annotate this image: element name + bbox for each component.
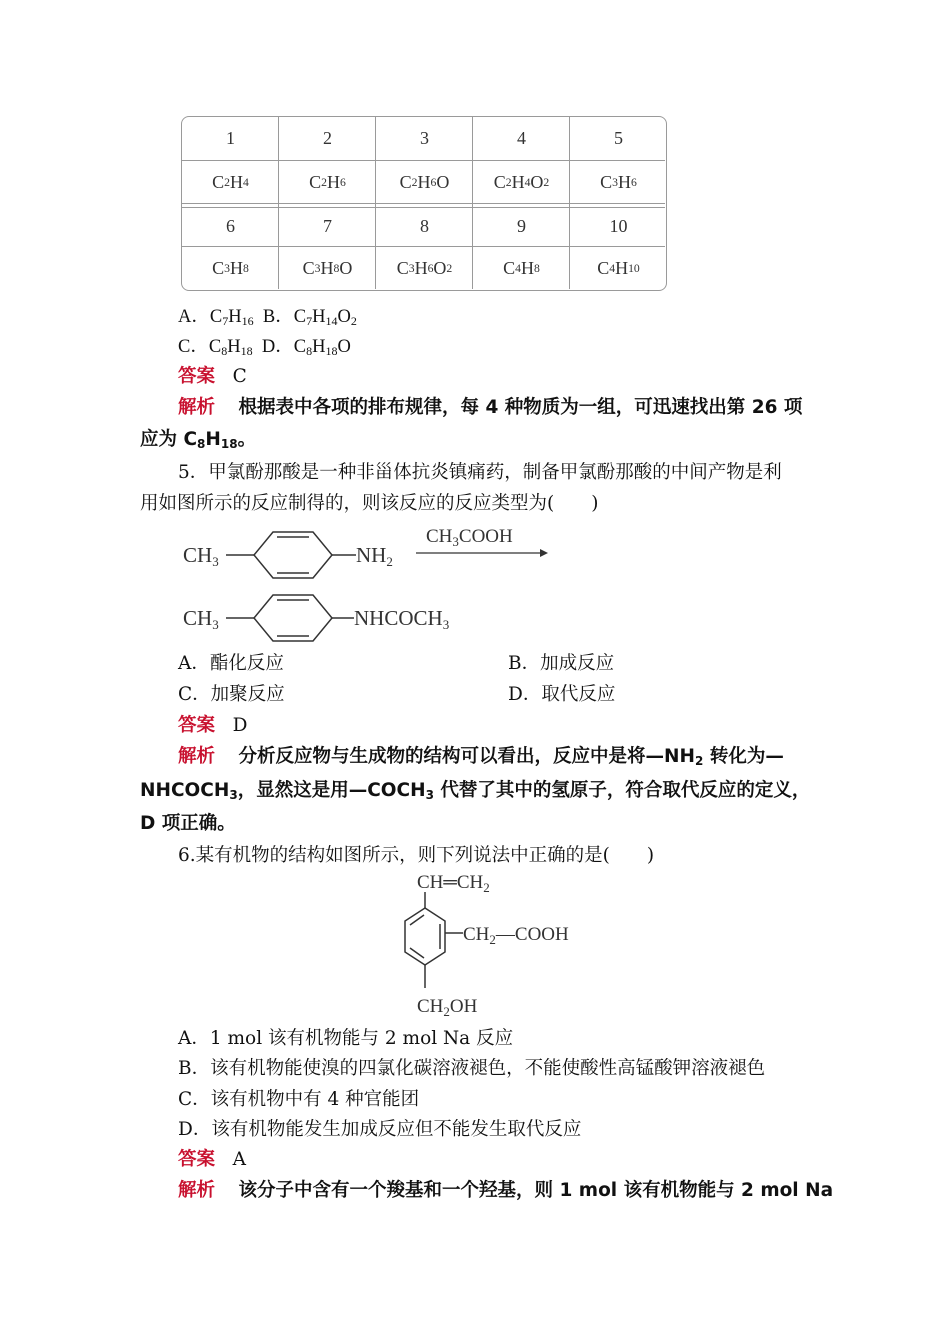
q4-option-d: $C_8H_{18}O$	[293, 337, 351, 358]
q6-analysis	[178, 1176, 833, 1206]
q4-analysis-cont	[140, 425, 256, 455]
reactant-nh2: NH2	[356, 543, 393, 569]
table-cell: 8	[420, 216, 429, 236]
table-cell: C 4 H 8	[503, 258, 540, 278]
analysis-label: 解析	[178, 397, 216, 418]
molecule-structure	[395, 866, 595, 1020]
q5-stem-line-2: 用如图所示的反应制得的，则该反应的反应类型为( )	[140, 493, 599, 514]
q5-answer	[178, 711, 248, 741]
analysis-text: 应为 $C_8H_{18}$。	[140, 429, 257, 451]
table-cell: C 4 H 10	[597, 258, 640, 278]
table-cell: C 3 H 8	[212, 258, 249, 278]
q4-option-a: $C_7H_{16}$	[209, 307, 254, 328]
table-cell: C 3 H 6	[600, 172, 637, 192]
reagent: CH3COOH	[426, 526, 513, 549]
q6-option-a: A．1 mol 该有机物能与 2 mol Na 反应	[178, 1028, 514, 1049]
table-cell: 2	[323, 128, 332, 148]
q4-options-row-1: A．$C_7H_{16}$ B．$C_7H_{14}O_2$	[178, 307, 357, 328]
q4-options-row-2: C．$C_8H_{18}$ D．$C_8H_{18}O$	[178, 337, 351, 358]
table-cell: 9	[517, 216, 526, 236]
q5-analysis-cont: D 项正确。	[140, 813, 236, 834]
answer-value: C	[232, 366, 247, 387]
q5-option-b: B．加成反应	[508, 653, 615, 674]
analysis-label: 解析	[178, 1180, 216, 1201]
vinyl-group: CH═CH2	[417, 872, 490, 895]
q5-option-d: D．取代反应	[508, 684, 616, 705]
table-cell: C 2 H 6	[309, 172, 346, 192]
benzene-ring-product	[254, 595, 332, 641]
table-cell: 7	[323, 216, 332, 236]
table-cell: C 2 H 4 O 2	[493, 172, 550, 192]
q6-stem: 6.某有机物的结构如图所示，则下列说法中正确的是( )	[178, 845, 655, 866]
q5-analysis-cont	[140, 776, 810, 806]
analysis-text: 该分子中含有一个羧基和一个羟基，则 1 mol 该有机物能与 2 mol Na	[238, 1180, 834, 1201]
answer-value: D	[232, 715, 248, 736]
table-cell: 6	[226, 216, 235, 236]
acetic-acid-group: CH2—COOH	[463, 924, 569, 947]
q6-option-d: D．该有机物能发生加成反应但不能发生取代反应	[178, 1119, 582, 1140]
product-ch3: CH3	[183, 606, 219, 632]
answer-label: 答案	[178, 715, 216, 736]
q6-answer	[178, 1145, 246, 1175]
q4-option-c: $C_8H_{18}$	[208, 337, 253, 358]
q5-analysis	[178, 742, 784, 772]
hydroxymethyl-group: CH2OH	[417, 996, 478, 1019]
reactant-ch3: CH3	[183, 543, 219, 569]
product-nhcoch3: NHCOCH3	[354, 606, 450, 632]
q5-option-a: A．酯化反应	[178, 653, 284, 674]
table-cell: 1	[226, 128, 235, 148]
q4-answer	[178, 362, 247, 392]
table-cell: 3	[420, 128, 429, 148]
table-cell: C 3 H 8 O	[302, 258, 353, 278]
formula-table	[181, 116, 667, 291]
q5-option-c: C．加聚反应	[178, 684, 285, 705]
table-cell: 10	[609, 216, 628, 236]
analysis-label: 解析	[178, 746, 216, 767]
analysis-text: $NHCOCH_3$，显然这是用$—COCH_3$ 代替了其中的氢原子，符合取代反应的定义，	[140, 780, 811, 802]
answer-value: A	[232, 1149, 247, 1170]
table-cell: C 3 H 6 O 2	[396, 258, 453, 278]
table-cell: C 2 H 6 O	[399, 172, 450, 192]
table-cell: 5	[614, 128, 623, 148]
arrow-icon	[540, 549, 548, 557]
answer-label: 答案	[178, 366, 216, 387]
q6-option-c: C．该有机物中有 4 种官能团	[178, 1089, 420, 1110]
table-cell: 4	[517, 128, 526, 148]
q4-analysis	[178, 393, 802, 423]
answer-label: 答案	[178, 1149, 216, 1170]
q4-option-b: $C_7H_{14}O_2$	[293, 307, 357, 328]
benzene-ring-reactant	[254, 532, 332, 578]
table-cell: C 2 H 4	[212, 172, 249, 192]
reaction-scheme	[178, 522, 578, 647]
q5-stem-line-1: 5．甲氯酚那酸是一种非甾体抗炎镇痛药，制备甲氯酚那酸的中间产物是利	[178, 462, 782, 483]
analysis-text: 分析反应物与生成物的结构可以看出，反应中是将$—NH_2$ 转化为—	[238, 746, 784, 768]
q6-option-b: B．该有机物能使溴的四氯化碳溶液褪色，不能使酸性高锰酸钾溶液褪色	[178, 1058, 766, 1079]
analysis-text: 根据表中各项的排布规律，每 4 种物质为一组，可迅速找出第 26 项	[238, 397, 803, 418]
benzene-ring	[405, 908, 445, 965]
